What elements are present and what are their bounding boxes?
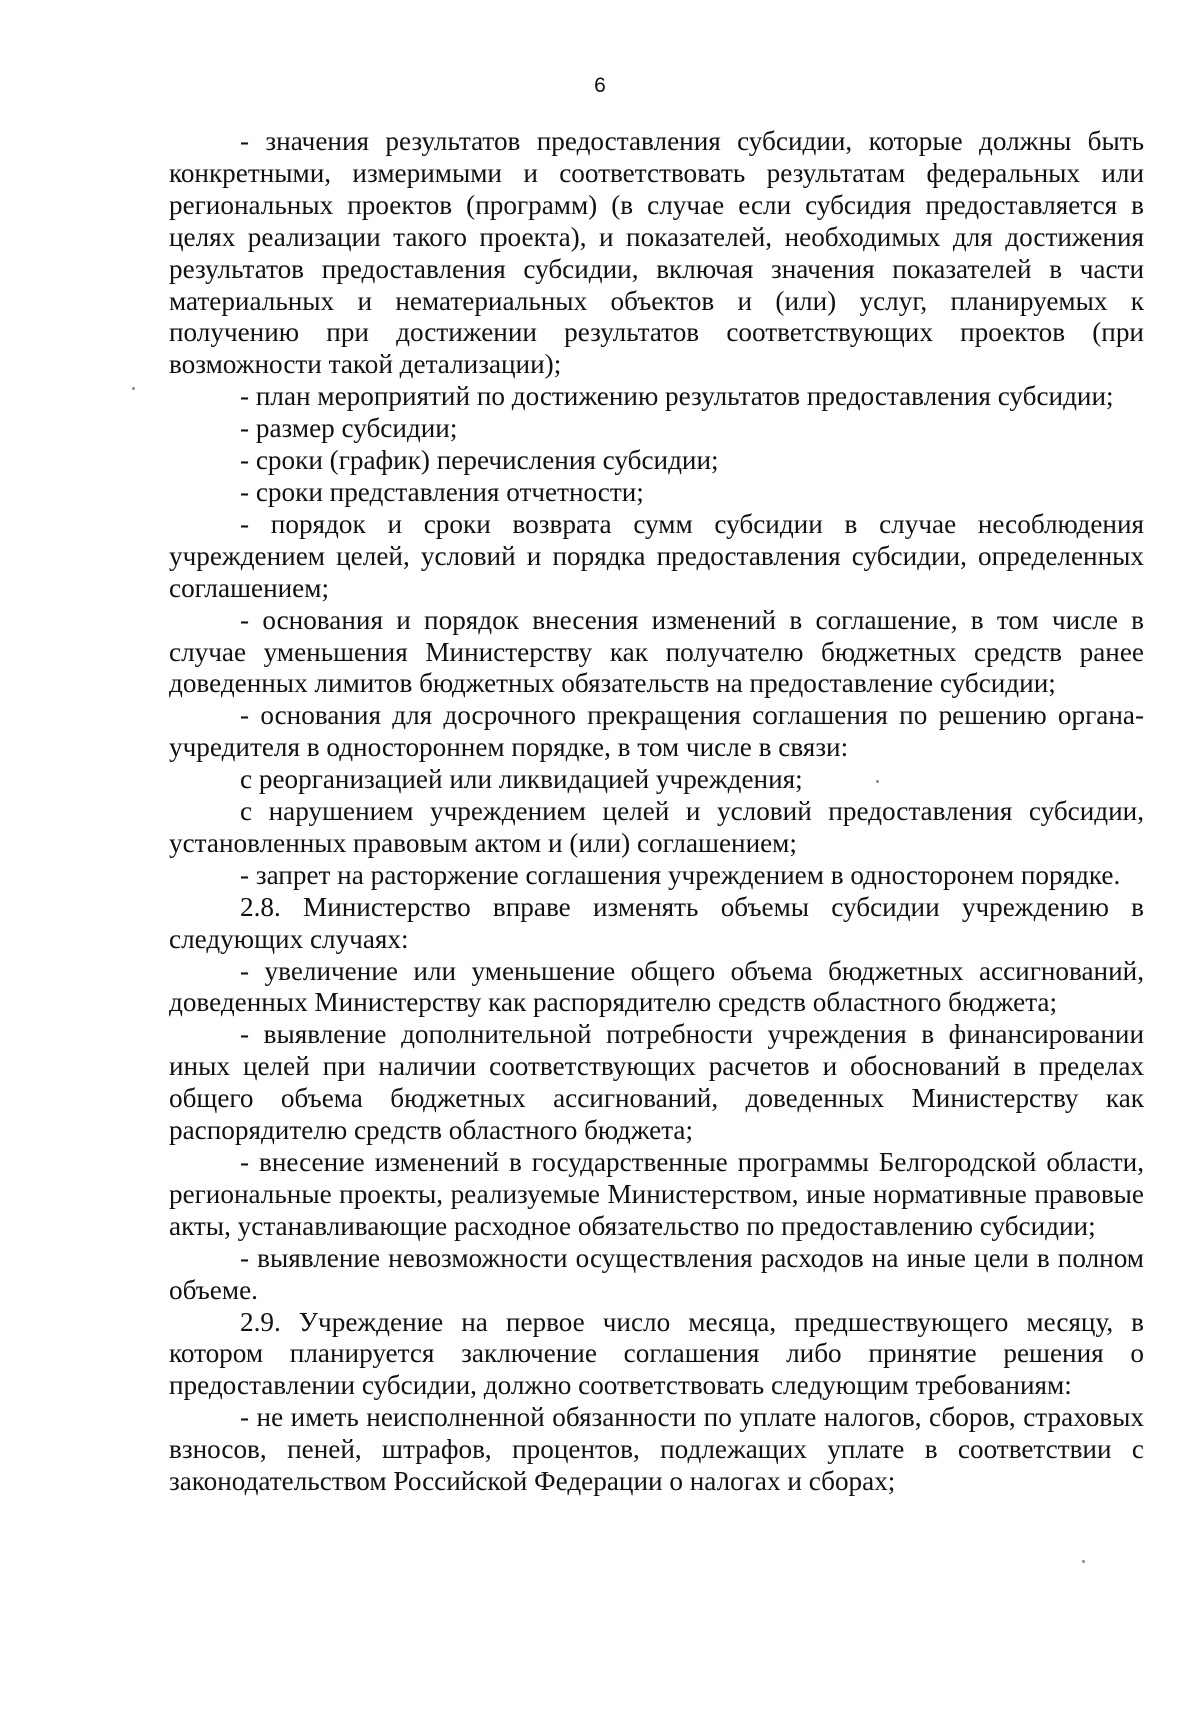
paragraph: с реорганизацией или ликвидацией учреждения;: [240, 764, 803, 795]
page-number: 6: [594, 74, 606, 97]
paragraph: - увеличение или уменьшение общего объема бюджетных ассигнований, доведенных Министерству как распорядителю средств областного бюджета;: [169, 955, 1144, 1018]
paragraph: - сроки (график) перечисления субсидии;: [240, 445, 719, 476]
section-paragraph: 2.9. Учреждение на первое число месяца, предшествующего месяцу, в котором планируется заключение соглашения либо принятие решения о предоставлении субсидии, должно соответствовать следующим требованиям:: [169, 1306, 1144, 1401]
section-paragraph: 2.8. Министерство вправе изменять объемы субсидии учреждению в следующих случаях:: [169, 891, 1144, 954]
paragraph: - размер субсидии;: [240, 413, 458, 444]
paragraph: - сроки представления отчетности;: [240, 476, 644, 507]
paragraph: - основания и порядок внесения изменений в соглашение, в том числе в случае уменьшения Министерству как получателю бюджетных средств ранее доведенных лимитов бюджетных обязательств на предоставление субсидии;: [169, 604, 1144, 699]
paragraph: - порядок и сроки возврата сумм субсидии в случае несоблюдения учреждением целей, условий и порядка предоставления субсидии, определенных соглашением;: [169, 508, 1144, 603]
paragraph: - основания для досрочного прекращения соглашения по решению органа-учредителя в одностороннем порядке, в том числе в связи:: [169, 700, 1144, 763]
paragraph: - значения результатов предоставления субсидии, которые должны быть конкретными, измеримыми и соответствовать результатам федеральных или региональных проектов (программ) (в случае если субсидия предоставляется в целях реализации такого проекта), и показателей, необходимых для достижения результатов предоставления субсидии, включая значения показателей в части материальных и нематериальных объектов и (или) услуг, планируемых к получению при достижении результатов соответствующих проектов (при возможности такой детализации);: [169, 126, 1144, 380]
document-body: [169, 126, 1144, 1498]
paragraph: с нарушением учреждением целей и условий предоставления субсидии, установленных правовым актом и (или) соглашением;: [169, 796, 1144, 858]
paragraph: - не иметь неисполненной обязанности по уплате налогов, сборов, страховых взносов, пеней, штрафов, процентов, подлежащих уплате в соответствии с законодательством Российской Федерации о налогах и сборах;: [169, 1402, 1144, 1497]
paragraph: - запрет на расторжение соглашения учреждением в односторонем порядке.: [240, 859, 1121, 890]
paragraph: - внесение изменений в государственные программы Белгородской области, региональные проекты, реализуемые Министерством, иные нормативные правовые акты, устанавливающие расходное обязательство по предоставлению субсидии;: [169, 1147, 1144, 1241]
paragraph: - план мероприятий по достижению результатов предоставления субсидии;: [240, 381, 1114, 412]
paragraph: - выявление дополнительной потребности учреждения в финансировании иных целей при наличии соответствующих расчетов и обоснований в пределах общего объема бюджетных ассигнований, доведенных Министерству как распорядителю средств областного бюджета;: [169, 1019, 1144, 1146]
scan-speck: [1082, 1560, 1085, 1563]
paragraph: - выявление невозможности осуществления расходов на иные цели в полном объеме.: [169, 1242, 1144, 1305]
scan-speck: [132, 387, 135, 390]
scan-speck: [876, 780, 879, 783]
